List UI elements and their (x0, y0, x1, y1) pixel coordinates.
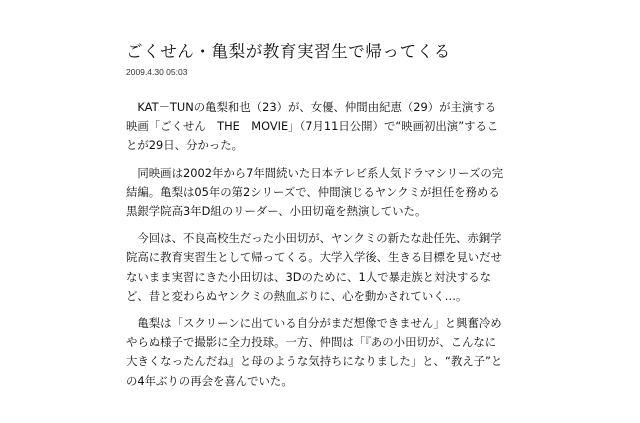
article-paragraph: KAT－TUNの亀梨和也（23）が、女優、仲間由紀恵（29）が主演する映画「ごくせん THE MOVIE」（7月11日公開）で“映画初出演”することが29日、分かった。 (126, 100, 499, 153)
article-timestamp: 2009.4.30 05:03 (126, 67, 188, 77)
article-body (126, 98, 506, 399)
article-paragraph: 同映画は2002年から7年間続いた日本テレビ系人気ドラマシリーズの完結編。亀梨は05年の第2シリーズで、仲間演じるヤンクミが担任を務める黒銀学院高3年D組のリーダー、小田切竜を熱演していた。 (126, 165, 504, 219)
article-headline: ごくせん・亀梨が教育実習生で帰ってくる (126, 42, 451, 61)
article-paragraph: 亀梨は「スクリーンに出ている自分がまだ想像できません」と興奮冷めやらぬ様子で撮影に全力投球。一方、仲間は「『あの小田切が、こんなに大きくなったんだね』と母のような気持ちになりました」と、“教え子”との4年ぶりの再会を喜んでいた。 (126, 316, 503, 388)
article-paragraph: 今回は、不良高校生だった小田切が、ヤンクミの新たな赴任先、赤銅学院高に教育実習生として帰ってくる。大学入学後、生きる目標を見いだせないまま実習にきた小田切は、3Dのために、1人で暴走族と対決するなど、昔と変わらぬヤンクミの熱血ぶりに、心を動かされていく…。 (126, 231, 502, 303)
